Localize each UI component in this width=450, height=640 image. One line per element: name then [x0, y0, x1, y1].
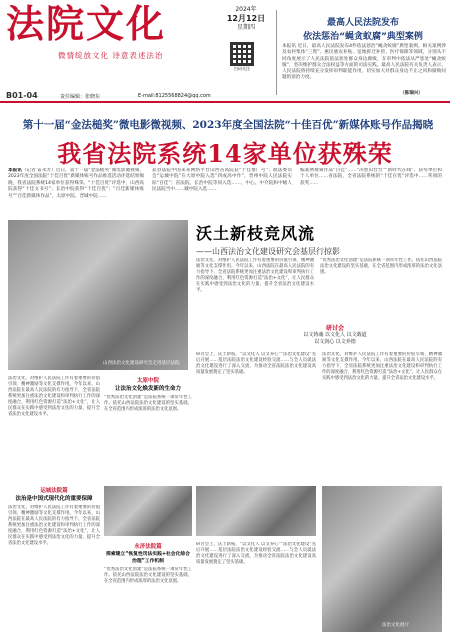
sub-section-3-body: “优秀法治文化创建”是法院系统一项常年性工作。依托山西法院法治文化建设的坚实基础，在全省范围内形成浓厚的法治文化氛围。 — [104, 567, 192, 584]
masthead-slogan: 微情绽放文化 诗意表述法治 — [58, 51, 164, 60]
section-body-col3: 研讨会上，沃土新枝，“以文化人 以文养心”“法治文化建设”先后开展……基层法院法治文化建设经验交流……与会人员就法治文化建设进行了深入交流，为推动全省法院法治文化建设高质量发展奠定了坚实基础。 — [196, 352, 316, 375]
section-title: 沃土新枝竞风流 — [196, 224, 316, 243]
section-body-col5: 研讨会上，沃土新枝，“以文化人 以文养心”“法治文化建设”先后开展……基层法院法治文化建设经验交流……与会人员就法治文化建设进行了深入交流，为推动全省法院法治文化建设高质量发展奠定了坚实基础。 — [196, 542, 316, 565]
masthead-title: 法院文化 — [6, 1, 167, 46]
feature-lead-text-1: （记者 雷永芳）近日，第十一届“金法槌奖”微电影微视频、2023年度全国法院“十佳百优”新媒体账号作品推选活动评选结果揭晓，我省法院系统14家单位获得殊荣。“十佳百优”评选中，山西高院获得“十佳文书号”；长治中院获得“十佳百优”；“百佳新媒体账号”“百佳新媒体作品”，太原中院、晋城中院…… — [8, 168, 144, 199]
feature-lead-col1 — [8, 168, 144, 216]
section-intro-col2: “优秀法治文化创建”是法院系统一项常年性工作。依托山西法院法治文化建设的坚实基础，在全省范围内形成浓厚的法治文化氛围。 — [320, 258, 442, 275]
section-subtitle: ——山西法治文化建设研究会基层行掠影 — [196, 247, 340, 256]
sub-section-2-body: 法治文化，对维护人民法院工作有着重要的价值引领、精神激励等文化支撑作用。今年以来，山西法院在最高人民法院的有力指导下，全省法院系统更加注重法治文化建设和审判执行工作的深度融合，利用红色资源打造“法治+文化”，让人民群众在实践中感受到法治文化的力量，提升全省法治文化建设水平。 — [8, 505, 100, 546]
qr-code-icon — [230, 42, 254, 66]
feature-lead-col3: 编案例视频作品“百佳”……“决胜山台台”“新时代在线”、获奖单位和个人单位……省法院，全省法院系统的“十佳百优”评选中……奖项的获奖…… — [300, 168, 442, 186]
photo-caption-4: 法治文化展厅 — [382, 623, 409, 628]
sub-section-1-title: 太原中院 — [136, 378, 159, 384]
section-body-col4: 法治文化，对维护人民法院工作有着重要的价值引领、精神激励等文化支撑作用。今年以来，山西法院在最高人民法院的有力指导下，全省法院系统更加注重法治文化建设和审判执行工作的深度融合，利用红色资源打造“法治+文化”，让人民群众在实践中感受到法治文化的力量，提升全省法治文化建设水平。 — [322, 352, 442, 381]
section-body-col1: 法治文化，对维护人民法院工作有着重要的价值引领、精神激励等文化支撑作用。今年以来，山西法院在最高人民法院的有力指导下，全省法院系统更加注重法治文化建设和审判执行工作的深度融合，利用红色资源打造“法治+文化”，让人民群众在实践中感受到法治文化的力量，提升全省法治文化建设水平。 — [8, 376, 100, 417]
section-photo-3 — [196, 486, 316, 536]
sub-section-1 — [104, 376, 192, 487]
section-photo-4 — [322, 486, 442, 632]
feature-lead-source: 本报讯 — [8, 168, 22, 173]
photo-caption-1: 山西法治文化建设研究会走进基层法院 — [103, 361, 180, 366]
feature-lead-col2: 获县法院中国来来网络平台山西省高院获“十佳推广号”；政法委员会“运城中院”在大原中院入选“四成高中作”，晋州中院人民法院实际“百佳”；省法院、长治中院等同入选……，中心、中介院和中级人民法院当中……城中院入选…… — [152, 168, 292, 193]
quote-box — [296, 325, 374, 346]
date-box — [224, 5, 268, 32]
section-photo-2 — [104, 486, 192, 536]
qr-label: 扫码关注 — [234, 66, 250, 71]
section-intro-col1: 法治文化，对维护人民法院工作有着重要的价值引领、精神激励等文化支撑作用。今年以来，山西法院在最高人民法院的有力指导下，全省法院系统更加注重法治文化建设和审判执行工作的深度融合，利用红色资源打造“法治+文化”，让人民群众在实践中感受到法治文化的力量，提升全省法治文化建设水平。 — [196, 258, 314, 293]
section-photo-1 — [8, 220, 188, 370]
date-week: 星期四 — [236, 24, 255, 31]
sub-section-3 — [104, 542, 192, 627]
feature-kicker: 第十一届“金法槌奖”微电影微视频、2023年度全国法院“十佳百优”新媒体账号作品揭晓 — [22, 119, 434, 131]
sub-section-2-title: 运城法院篇 — [40, 488, 68, 494]
headline-box-body: 本报讯 近日，最高人民法院发布4件依法惩治“蝇贪蚁腐”典型案例。相关案例涉及农村集体“三资”、惠民惠农补贴、征地拆迁补偿、医疗保障等领域，分别从不同角度展示了人民法院依法惩处群众身边腐败，在审判中依法从严惩处“蝇贪蚁腐”，坚决维护群众合法权益等方面的司法实践。最高人民法院有关负责人表示，人民法院将持续充分发挥审判职能作用，切实加大对群众身边不正之风和腐败问题的惩治力度。 — [282, 44, 446, 81]
sub-section-3-subtitle: 探索建立“恢复性司法实践+社会化综合治理”工作机制 — [106, 552, 190, 564]
headline-box-subtitle: 依法惩治“蝇贪蚁腐”典型案例 — [303, 32, 423, 42]
masthead-rule — [0, 101, 450, 103]
page-code: B01-04 — [6, 91, 38, 100]
headline-box-title: 最高人民法院发布 — [326, 18, 399, 28]
date-day: 12月12日 — [226, 14, 266, 23]
date-year: 2024年 — [235, 6, 257, 13]
editor-line: 责任编辑：张晓东 — [60, 94, 101, 100]
sub-section-1-body: “优秀法治文化创建”是法院系统一项常年性工作。依托山西法院法治文化建设的坚实基础，在全省范围内形成浓厚的法治文化氛围。 — [104, 395, 192, 412]
headline-box-author: （陈瑞兴） — [400, 91, 423, 96]
quote-line-2: 以文润心 以文养德 — [314, 339, 356, 345]
email-line: E-mail:8125568824@qq.com — [138, 93, 211, 99]
sub-section-3-title: 永济法院篇 — [134, 544, 162, 550]
quote-line-1: 以文铸魂 以文化人 以文载道 — [303, 332, 367, 338]
quote-title: 研讨会 — [325, 325, 344, 332]
sub-section-2-subtitle: 法治是中国式现代化的重要保障 — [15, 496, 93, 502]
sub-section-1-subtitle: 让法治文化焕发新的生命力 — [114, 386, 181, 392]
sub-section-2 — [8, 486, 100, 623]
feature-title: 我省法院系统14家单位获殊荣 — [57, 139, 393, 168]
divider — [276, 10, 277, 95]
